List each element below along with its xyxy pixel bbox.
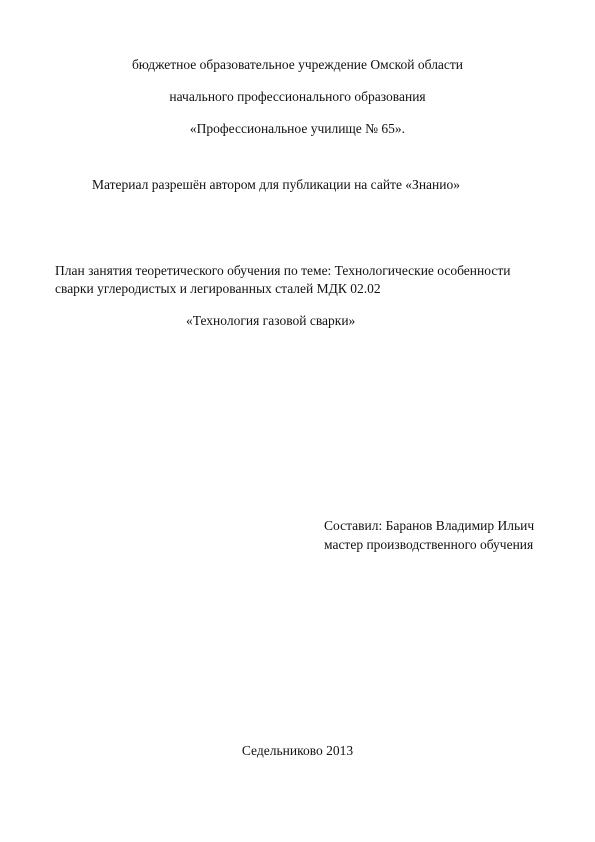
topic-line-1: План занятия теоретического обучения по теме: Технологические особенности [55, 263, 511, 278]
institution-line-1: бюджетное образовательное учреждение Омской области [131, 57, 464, 72]
topic-line-2: сварки углеродистых и легированных сталей МДК 02.02 [55, 281, 381, 296]
author-position: мастер производственного обучения [324, 537, 534, 552]
topic-line-3: «Технология газовой сварки» [186, 313, 356, 328]
publication-permission: Материал разрешён автором для публикации на сайте «Знанио» [92, 177, 460, 192]
place-and-year: Седельниково 2013 [241, 743, 354, 758]
institution-line-3: «Профессиональное училище № 65». [189, 121, 406, 136]
author-name: Составил: Баранов Владимир Ильич [324, 518, 535, 533]
institution-line-2: начального профессионального образования [169, 89, 426, 104]
